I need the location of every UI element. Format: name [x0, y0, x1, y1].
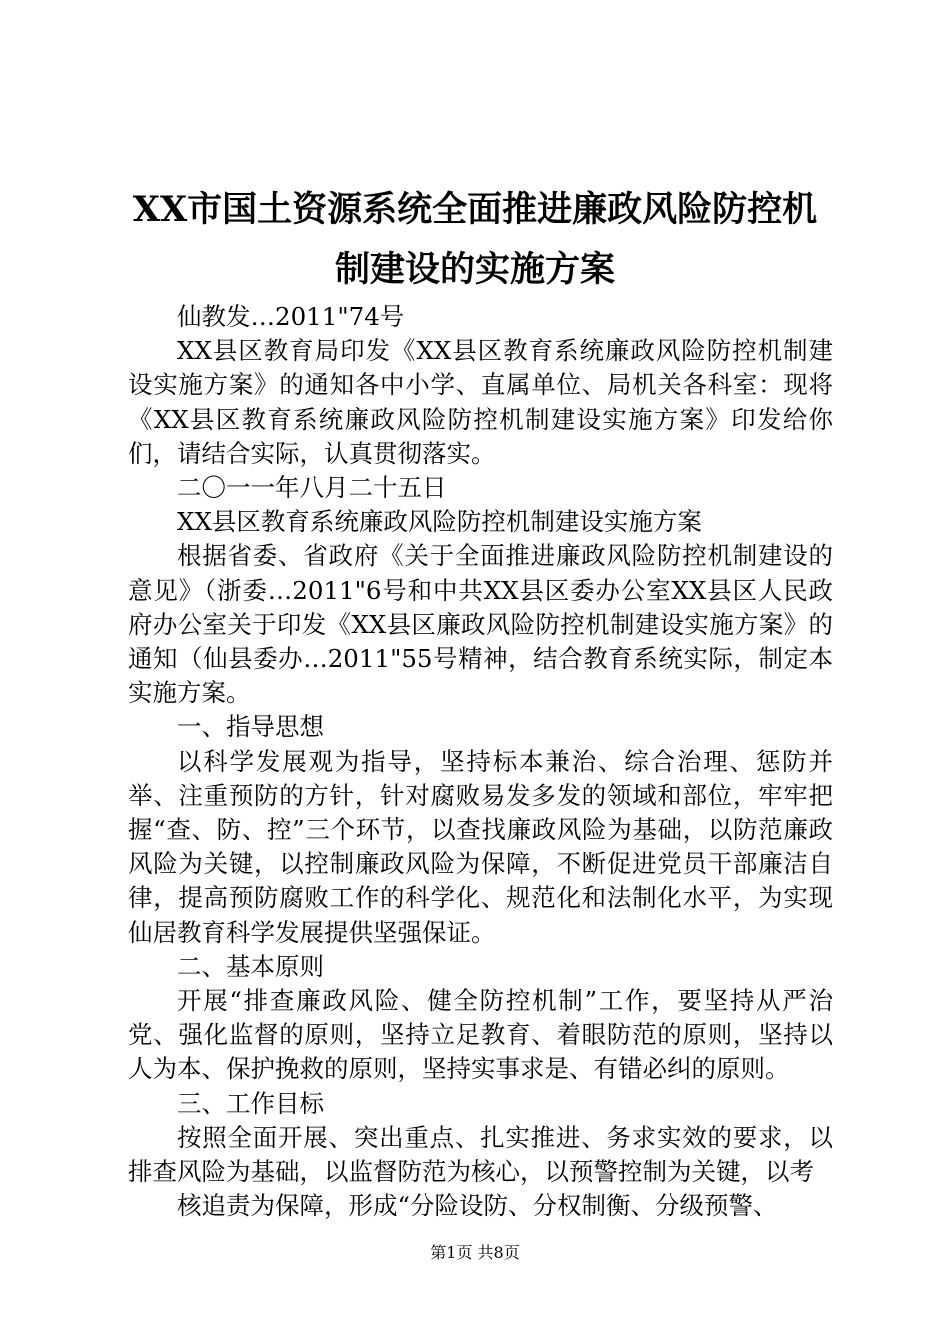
document-body	[128, 300, 833, 1223]
work-goals-continuation: 核追责为保障，形成“分险设防、分权制衡、分级预警、	[177, 1191, 778, 1221]
work-goals-paragraph: 按照全面开展、突出重点、扎实推进、务求实效的要求，以排查风险为基础，以监督防范为核心，以预警控制为关键，以考	[128, 1122, 833, 1187]
document-number: 仙教发…2011"74号	[177, 302, 405, 331]
basis-paragraph: 根据省委、省政府《关于全面推进廉政风险防控机制建设的意见》（浙委…2011"6号和中共XX县区委办公室XX县区人民政府办公室关于印发《XX县区廉政风险防控机制建设实施方案》的通知（仙县委办…2011"55号精神，结合教育系统实际，制定本实施方案。	[128, 541, 833, 708]
guiding-ideology-paragraph: 以科学发展观为指导，坚持标本兼治、综合治理、惩防并举、注重预防的方针，针对腐败易发多发的领域和部位，牢牢把握“查、防、控”三个环节，以查找廉政风险为基础，以防范廉政风险为关键，以控制廉政风险为保障，不断促进党员干部廉洁自律，提高预防腐败工作的科学化、规范化和法制化水平，为实现仙居教育科学发展提供坚强保证。	[128, 746, 833, 947]
document-title-line-2: 制建设的实施方案	[334, 249, 615, 290]
notice-paragraph: XX县区教育局印发《XX县区教育系统廉政风险防控机制建设实施方案》的通知各中小学、直属单位、局机关各科室：现将《XX县区教育系统廉政风险防控机制建设实施方案》印发给你们，请结合实际，认真贯彻落实。	[128, 336, 833, 468]
section-heading-guiding-ideology: 一、指导思想	[177, 712, 324, 742]
section-heading-basic-principles: 二、基本原则	[177, 951, 324, 981]
section-heading-work-goals: 三、工作目标	[177, 1088, 324, 1118]
page-footer: 第1页 共8页	[430, 1243, 520, 1262]
basic-principles-paragraph: 开展“排查廉政风险、健全防控机制”工作，要坚持从严治党、强化监督的原则，坚持立足教育、着眼防范的原则，坚持以人为本、保护挽救的原则，坚持实事求是、有错必纠的原则。	[128, 986, 833, 1084]
notice-date: 二〇一一年八月二十五日	[177, 473, 447, 503]
document-title-line-1: XX市国土资源系统全面推进廉政风险防控机	[132, 189, 818, 230]
plan-subtitle: XX县区教育系统廉政风险防控机制建设实施方案	[177, 507, 702, 537]
